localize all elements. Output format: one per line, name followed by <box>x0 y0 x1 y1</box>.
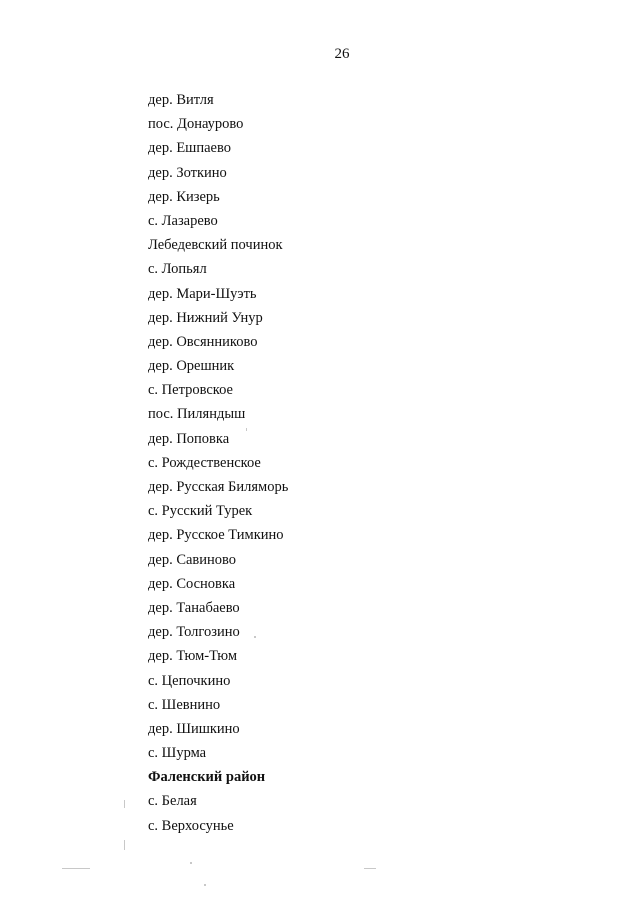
scan-speck <box>204 884 206 886</box>
settlement-entry: с. Верхосунье <box>148 817 234 834</box>
settlement-entry: дер. Тюм-Тюм <box>148 648 238 665</box>
district-heading: Фаленский район <box>148 769 266 786</box>
page-number: 26 <box>334 46 350 62</box>
settlement-entry: дер. Кизерь <box>148 188 220 205</box>
settlement-entry: дер. Танабаево <box>148 599 240 616</box>
settlement-entry: с. Лазарево <box>148 212 218 229</box>
settlement-entry: с. Петровское <box>148 382 233 399</box>
settlement-entry: дер. Савиново <box>148 551 237 568</box>
settlement-entry: дер. Витля <box>148 92 214 108</box>
settlement-entry: с. Русский Турек <box>148 503 253 520</box>
settlement-entry: дер. Овсянниково <box>148 333 258 350</box>
scan-speck <box>124 840 125 850</box>
settlement-entry: дер. Русская Биляморь <box>148 479 289 495</box>
settlement-entry: с. Белая <box>148 793 197 810</box>
settlement-entry: дер. Русское Тимкино <box>148 527 284 544</box>
settlement-entry: дер. Сосновка <box>148 575 236 592</box>
settlement-entry: дер. Мари-Шуэть <box>148 285 257 302</box>
settlement-entry: дер. Поповка <box>148 430 230 447</box>
settlement-entry: с. Лопьял <box>148 261 207 278</box>
settlement-entry: дер. Шишкино <box>148 720 240 737</box>
settlement-entry: Лебедевский починок <box>148 237 283 254</box>
settlement-entry: с. Шурма <box>148 745 207 762</box>
scan-speck <box>254 636 256 638</box>
settlement-entry: дер. Толгозино <box>148 624 240 641</box>
settlement-entry: дер. Ешпаево <box>148 140 231 157</box>
scan-speck <box>190 862 192 864</box>
settlement-entry: с. Цепочкино <box>148 672 231 689</box>
scan-speck <box>246 428 247 431</box>
scan-speck <box>364 868 376 869</box>
settlement-entry: с. Рождественское <box>148 454 261 471</box>
settlement-entry: дер. Нижний Унур <box>148 309 263 326</box>
settlement-entry: с. Шевнино <box>148 696 221 713</box>
scan-speck <box>62 868 90 869</box>
settlement-entry: пос. Пиляндыш <box>148 406 246 423</box>
settlement-entry: дер. Зоткино <box>148 164 227 181</box>
settlement-entry: дер. Орешник <box>148 358 235 375</box>
settlement-list <box>148 90 288 840</box>
scan-speck <box>124 800 125 808</box>
settlement-entry: пос. Донаурово <box>148 116 244 133</box>
